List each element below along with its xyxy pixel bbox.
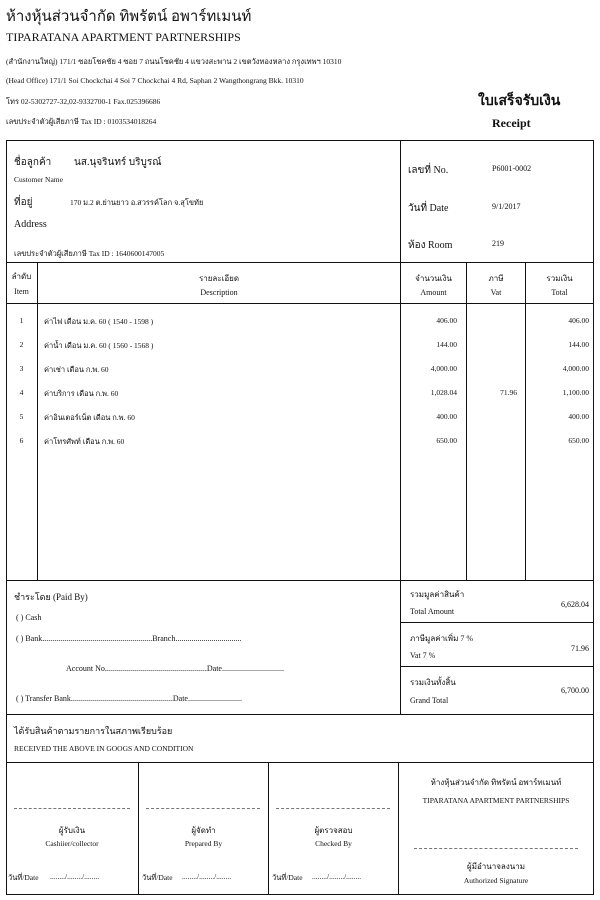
doc-title-en: Receipt — [492, 116, 531, 130]
row-item: 1 — [19, 316, 24, 325]
receipt-no-label: เลขที่ No. — [408, 165, 449, 176]
header-total-th: รวมเงิน — [546, 274, 573, 283]
room-value: 219 — [492, 239, 504, 248]
cashier-label-en: Cashiier/collector — [45, 839, 99, 848]
checked-date-label: วันที่/Date — [272, 873, 303, 882]
checked-signature-line[interactable] — [276, 808, 390, 809]
row-amount: 650.00 — [436, 436, 457, 445]
row-item: 2 — [19, 340, 24, 349]
customer-address-value: 170 ม.2 ต.ย่านยาว อ.สวรรค์โลก จ.สุโขทัย — [70, 198, 204, 207]
row-amount: 4,000.00 — [430, 364, 457, 373]
company-name-en: TIPARATANA APARTMENT PARTNERSHIPS — [6, 30, 241, 44]
row-total: 406.00 — [568, 316, 589, 325]
table-header-bottom — [6, 303, 594, 304]
received-statement-en: RECEIVED THE ABOVE IN GOOGS AND CONDITION — [14, 744, 194, 753]
authorized-label-en: Authorized Signature — [463, 876, 529, 885]
header-total-en: Total — [551, 288, 568, 297]
payment-bottom — [6, 714, 594, 715]
paid-cash[interactable]: ( ) Cash — [16, 613, 42, 622]
subtotal-value: 6,628.04 — [561, 600, 589, 609]
authorized-company-en: TIPARATANA APARTMENT PARTNERSHIPS — [422, 796, 570, 805]
customer-address-label: ที่อยู่ — [14, 197, 33, 208]
company-address-th: (สำนักงานใหญ่) 171/1 ซอยโชคชัย 4 ซอย 7 ถนนโชคชัย 4 แขวงสะพาน 2 เขตวังทองหลาง กรุงเทพฯ 10310 — [6, 57, 342, 66]
customer-name-value: นส.นุจรินทร์ บริบูรณ์ — [74, 157, 162, 168]
row-desc: ค่าน้ำ เดือน ม.ค. 60 ( 1560 - 1568 ) — [44, 341, 154, 350]
prepared-date-field[interactable]: ......../......../........ — [182, 872, 232, 881]
received-statement-th: ได้รับสินค้าตามรายการในสภาพเรียบร้อย — [14, 726, 173, 736]
frame-top — [6, 140, 594, 141]
prepared-label-en: Prepared By — [184, 839, 223, 848]
cashier-label-th: ผู้รับเงิน — [58, 826, 86, 835]
row-total: 1,100.00 — [562, 388, 589, 397]
cashier-date-label: วันที่/Date — [8, 873, 39, 882]
vat-value: 71.96 — [571, 644, 589, 653]
subtotal-label-en: Total Amount — [410, 607, 455, 616]
cashier-date-field[interactable]: ......../......../........ — [50, 872, 100, 881]
cashier-signature-line[interactable] — [14, 808, 130, 809]
frame-bottom — [6, 894, 594, 895]
checked-label-en: Checked By — [315, 839, 352, 848]
table-bottom — [6, 580, 594, 581]
received-bottom — [6, 762, 594, 763]
doc-title-th: ใบเสร็จรับเงิน — [478, 94, 561, 109]
row-desc: ค่าเช่า เดือน ก.พ. 60 — [44, 365, 109, 374]
row-vat: 71.96 — [500, 388, 517, 397]
frame-left — [6, 140, 7, 895]
paid-transfer[interactable]: ( ) Transfer Bank...................................................Date........................... — [16, 694, 242, 703]
customer-name-label: ชื่อลูกค้า — [14, 157, 52, 168]
customer-tax-id: เลขประจำตัวผู้เสียภาษี Tax ID : 1640600147005 — [14, 249, 165, 258]
grand-total-value: 6,700.00 — [561, 686, 589, 695]
col-divider-4 — [525, 262, 526, 580]
customer-meta-divider — [400, 140, 401, 262]
company-name-th: ห้างหุ้นส่วนจำกัด ทิพรัตน์ อพาร์ทเมนท์ — [6, 9, 252, 25]
totals-divider-1 — [400, 622, 594, 623]
vat-label-en: Vat 7 % — [410, 651, 436, 660]
paid-account: Account No...................................................Date............................... — [66, 664, 284, 673]
row-total: 400.00 — [568, 412, 589, 421]
company-phone: โทร 02-5302727-32,02-9332700-1 Fax.025396686 — [6, 97, 161, 106]
row-desc: ค่าโทรศัพท์ เดือน ก.พ. 60 — [44, 437, 125, 446]
totals-divider-2 — [400, 666, 594, 667]
authorized-company-th: ห้างหุ้นส่วนจำกัด ทิพรัตน์ อพาร์ทเมนท์ — [430, 778, 562, 787]
prepared-signature-line[interactable] — [146, 808, 260, 809]
grand-total-label-en: Grand Total — [410, 696, 449, 705]
header-item-en: Item — [14, 287, 29, 296]
vat-label-th: ภาษีมูลค่าเพิ่ม 7 % — [410, 634, 474, 643]
customer-name-label-en: Customer Name — [14, 175, 63, 184]
checked-label-th: ผู้ตรวจสอบ — [314, 826, 353, 835]
header-desc-en: Description — [200, 288, 238, 297]
row-item: 5 — [19, 412, 24, 421]
col-divider-3 — [466, 262, 467, 580]
grand-total-label-th: รวมเงินทั้งสิ้น — [410, 678, 456, 687]
header-vat-en: Vat — [490, 288, 502, 297]
row-item: 6 — [19, 436, 24, 445]
subtotal-label-th: รวมมูลค่าสินค้า — [410, 590, 465, 599]
row-desc: ค่าอินเตอร์เน็ต เดือน ก.พ. 60 — [44, 413, 135, 422]
header-vat-th: ภาษี — [488, 274, 504, 283]
customer-address-label-en: Address — [14, 219, 47, 230]
receipt-date-label: วันที่ Date — [408, 203, 449, 214]
header-amount-en: Amount — [420, 288, 447, 297]
col-divider-2 — [400, 262, 401, 580]
row-amount: 1,028.04 — [430, 388, 457, 397]
row-amount: 400.00 — [436, 412, 457, 421]
row-amount: 406.00 — [436, 316, 457, 325]
authorized-signature-line[interactable] — [414, 848, 578, 849]
payment-totals-divider — [400, 580, 401, 714]
company-tax-id: เลขประจำตัวผู้เสียภาษี Tax ID : 0103534018264 — [6, 117, 157, 126]
paid-by-label: ชำระโดย (Paid By) — [14, 592, 88, 602]
prepared-date-label: วันที่/Date — [142, 873, 173, 882]
checked-date-field[interactable]: ......../......../........ — [312, 872, 362, 881]
receipt-no-value: P6001-0002 — [492, 164, 532, 173]
header-amount-th: จำนวนเงิน — [415, 274, 452, 283]
prepared-label-th: ผู้จัดทำ — [191, 826, 216, 835]
receipt-date-value: 9/1/2017 — [492, 202, 521, 211]
row-total: 650.00 — [568, 436, 589, 445]
table-top — [6, 262, 594, 263]
row-desc: ค่าบริการ เดือน ก.พ. 60 — [44, 389, 119, 398]
col-divider-1 — [37, 262, 38, 580]
authorized-label-th: ผู้มีอำนาจลงนาม — [467, 862, 525, 871]
row-amount: 144.00 — [436, 340, 457, 349]
row-item: 3 — [19, 364, 24, 373]
row-total: 4,000.00 — [562, 364, 589, 373]
company-address-en: (Head Office) 171/1 Soi Chockchai 4 Soi 7 Chockchai 4 Rd, Saphan 2 Wangthongrang Bkk. 10310 — [6, 76, 304, 85]
room-label: ห้อง Room — [408, 240, 453, 251]
row-total: 144.00 — [568, 340, 589, 349]
paid-bank[interactable]: ( ) Bank.......................................................Branch................................. — [16, 634, 242, 643]
header-desc-th: รายละเอียด — [198, 274, 240, 283]
frame-right — [593, 140, 594, 895]
row-item: 4 — [19, 388, 24, 397]
row-desc: ค่าไฟ เดือน ม.ค. 60 ( 1540 - 1598 ) — [44, 317, 154, 326]
header-item-th: ลำดับ — [11, 272, 32, 281]
